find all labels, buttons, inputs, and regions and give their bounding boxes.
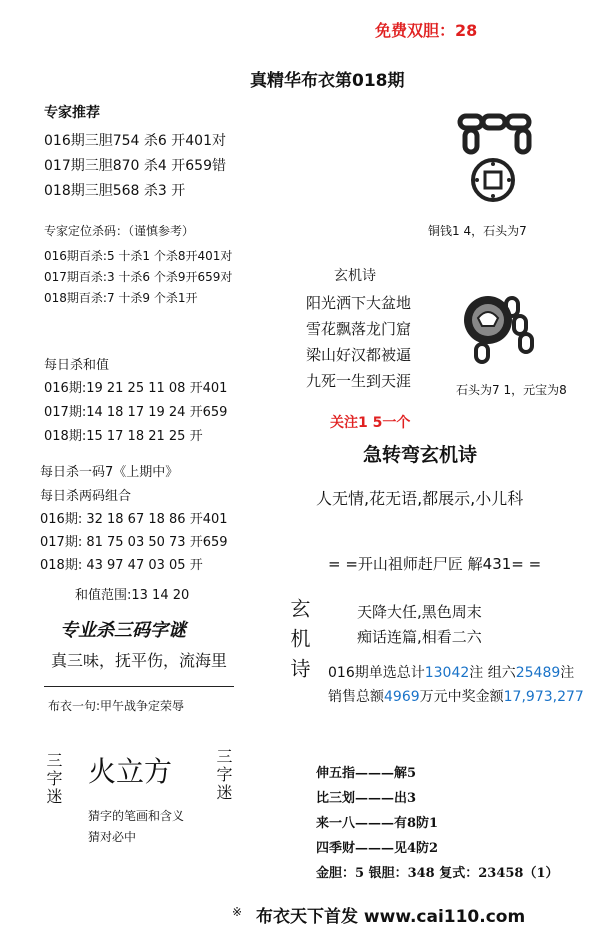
daily-sum-heading: 每日杀和值 [44, 358, 110, 373]
expert-row: 016期三胆754 杀6 开401对 [44, 133, 226, 149]
daily-sum-row: 018期:15 17 18 21 25 开 [44, 429, 203, 444]
xuanji-line: 天降大任,黑色周末 [357, 603, 482, 621]
expert-row: 018期三胆568 杀3 开 [44, 183, 186, 199]
riddle-left-vertical: 三字迷 [44, 752, 63, 806]
clue-line: 伸五指———解5 [316, 766, 417, 781]
coin-caption: 铜钱1 4，石头为7 [428, 224, 527, 238]
stone-caption: 石头为7 1，元宝为8 [456, 383, 567, 397]
daily-sum-row: 016期:19 21 25 11 08 开401 [44, 381, 228, 396]
pro-kill-line: 真三味，抚平伤，流海里 [51, 651, 228, 670]
sales-value: 17,973,277 [503, 689, 584, 705]
sales-value: 4969 [384, 689, 420, 705]
position-kill-row: 017期百杀:3 十杀6 个杀9开659对 [44, 270, 233, 284]
sales-line-1 [328, 662, 574, 682]
riddle-line: 人无情,花无语,都展示,小儿科 [316, 489, 524, 508]
riddle-word: 火立方 [88, 755, 173, 788]
free-double-pick: 免费双胆：28 [375, 21, 478, 40]
sales-label: 注 [560, 665, 575, 681]
sales-label: 016期单选总计 [328, 665, 425, 681]
riddle-hint: 猜字的笔画和含义 [88, 809, 185, 823]
xuanji-vertical-title: 玄机诗 [287, 598, 311, 688]
clue-line: 比三划———出3 [316, 791, 417, 806]
follow-label: 关注1 5一个 [330, 415, 411, 431]
stone-ingot-illustration [458, 288, 553, 368]
sales-value: 25489 [515, 665, 561, 681]
riddle-title: 急转弯玄机诗 [363, 444, 478, 466]
clue-line: 来一八———有8防1 [316, 816, 439, 831]
page-title: 真精华布衣第018期 [250, 71, 405, 91]
poem-line: 阳光洒下大盆地 [306, 294, 412, 312]
sum-range: 和值范围:13 14 20 [75, 588, 190, 603]
coin-chain-illustration [435, 108, 545, 203]
poem-line: 九死一生到天涯 [306, 372, 412, 390]
position-kill-heading: 专家定位杀码：（谨慎参考） [44, 224, 195, 238]
position-kill-row: 016期百杀:5 十杀1 个杀8开401对 [44, 249, 233, 263]
clue-line: 四季财———见4防2 [316, 841, 439, 856]
daily-kill-row: 018期: 43 97 47 03 05 开 [40, 558, 203, 573]
pro-kill-heading: 专业杀三码字谜 [60, 620, 186, 641]
poem-line: 雪花飘落龙门窟 [306, 320, 412, 338]
sales-line-2 [328, 686, 584, 706]
expert-row: 017期三胆870 杀4 开659错 [44, 158, 226, 174]
daily-sum-row: 017期:14 18 17 19 24 开659 [44, 405, 228, 420]
expert-heading: 专家推荐 [44, 105, 100, 121]
gold-silver-line: 金胆：5 银胆：348 复式：23458（1） [316, 866, 559, 881]
divider [44, 686, 234, 687]
riddle-right-vertical: 三字迷 [214, 748, 233, 802]
position-kill-row: 018期百杀:7 十杀9 个杀1开 [44, 291, 198, 305]
daily-kill-two-heading: 每日杀两码组合 [40, 489, 132, 504]
buyi-saying: 布衣一句:甲午战争定荣辱 [48, 699, 185, 713]
daily-kill-row: 017期: 81 75 03 50 73 开659 [40, 535, 228, 550]
sales-label: 注 组六 [469, 665, 516, 681]
footer-mark: ※ [232, 905, 243, 919]
kaishan-line: = =开山祖师赶尸匠 解431= = [328, 555, 542, 573]
sales-label: 销售总额 [328, 689, 384, 705]
sales-label: 万元中奖金额 [419, 689, 504, 705]
poem-heading: 玄机诗 [334, 268, 376, 284]
footer-site[interactable]: 布衣天下首发 www.cai110.com [256, 907, 526, 927]
riddle-hint: 猜对必中 [88, 830, 137, 844]
daily-kill-row: 016期: 32 18 67 18 86 开401 [40, 512, 228, 527]
daily-kill-one-heading: 每日杀一码7《上期中》 [40, 465, 179, 480]
poem-line: 梁山好汉都被逼 [306, 346, 412, 364]
sales-value: 13042 [424, 665, 470, 681]
xuanji-line: 痴话连篇,相看二六 [357, 628, 482, 646]
